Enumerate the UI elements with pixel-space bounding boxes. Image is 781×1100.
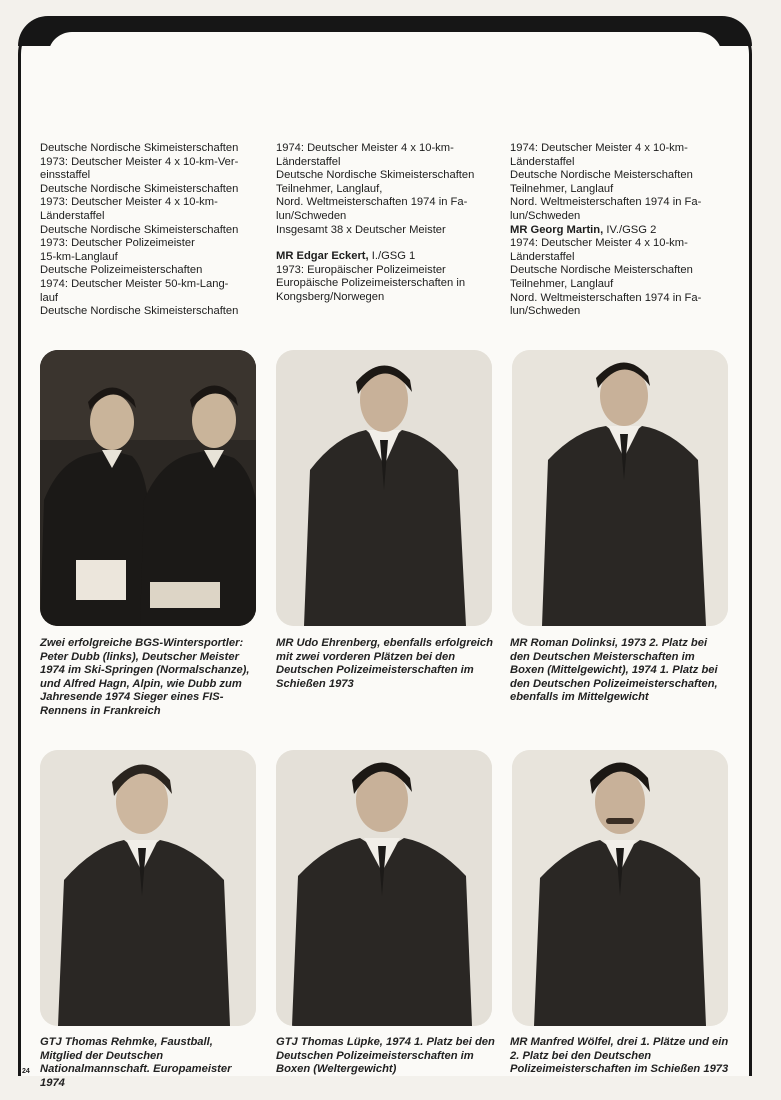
text-column-1 xyxy=(40,142,258,319)
photo-luepke xyxy=(276,750,492,1026)
unit-martin: IV./GSG 2 xyxy=(603,223,657,236)
column-3-line: Deutsche Nordische Meisterschaften xyxy=(510,169,693,182)
text-column-3 xyxy=(510,142,730,319)
profile-heading-eckert xyxy=(276,250,494,264)
column-3-line: Länderstaffel xyxy=(510,155,575,168)
photo-dubb-hagn xyxy=(40,350,256,626)
top-band xyxy=(18,16,752,46)
unit-eckert: I./GSG 1 xyxy=(368,250,416,263)
caption-woelfel: MR Manfred Wölfel, drei 1. Plätze und ein 2. Platz bei den Deutschen Polizeimeisterschaften im Schießen 1973 xyxy=(510,1036,729,1076)
column-1-line: 15-km-Langlauf xyxy=(40,250,118,263)
column-1-line: Deutsche Polizeimeisterschaften xyxy=(40,264,203,277)
name-martin: MR Georg Martin, xyxy=(510,223,604,236)
column-2-line: Insgesamt 38 x Deutscher Meister xyxy=(276,223,446,236)
martin-achievement-line: Nord. Weltmeisterschaften 1974 in Fa- xyxy=(510,291,702,304)
column-1-line: 1973: Deutscher Meister 4 x 10-km-Ver- xyxy=(40,155,239,168)
column-1-line: Deutsche Nordische Skimeisterschaften xyxy=(40,305,239,318)
column-1-line: Deutsche Nordische Skimeisterschaften xyxy=(40,182,239,195)
column-1-line: einsstaffel xyxy=(40,169,91,182)
martin-achievement-line: Deutsche Nordische Meisterschaften xyxy=(510,264,693,277)
column-2-line: Länderstaffel xyxy=(276,155,341,168)
martin-achievement-line: lun/Schweden xyxy=(510,305,581,318)
column-2-line: lun/Schweden xyxy=(276,209,347,222)
photo-ehrenberg xyxy=(276,350,492,626)
column-2-line: 1974: Deutscher Meister 4 x 10-km- xyxy=(276,142,454,154)
column-3-line: Nord. Weltmeisterschaften 1974 in Fa- xyxy=(510,196,702,209)
caption-dubb-hagn: Zwei erfolgreiche BGS-Wintersportler: Peter Dubb (links), Deutscher Meister 1974 im Ski-Springen (Normalschanze), und Alfred Hagn, Alpin, wie Dubb zum Jahresende 1974 Sieger eines FIS-Rennens in Frankreich xyxy=(40,637,250,717)
column-2-line: Nord. Weltmeisterschaften 1974 in Fa- xyxy=(276,196,468,209)
column-1-line: 1973: Deutscher Meister 4 x 10-km- xyxy=(40,196,218,209)
caption-rehmke: GTJ Thomas Rehmke, Faustball, Mitglied der Deutschen Nationalmannschaft. Europameister 1974 xyxy=(40,1036,232,1089)
column-2-line: Teilnehmer, Langlauf, xyxy=(276,182,383,195)
column-3-line: lun/Schweden xyxy=(510,209,581,222)
page-number: 24 xyxy=(22,1068,30,1075)
martin-achievement-line: Teilnehmer, Langlauf xyxy=(510,277,614,290)
martin-achievement-line: Länderstaffel xyxy=(510,250,575,263)
caption-ehrenberg: MR Udo Ehrenberg, ebenfalls erfolgreich mit zwei vorderen Plätzen bei den Deutschen Polizeimeisterschaften im Schießen 1973 xyxy=(276,637,493,690)
photo-dolinski xyxy=(512,350,728,626)
column-1-line: Deutsche Nordische Skimeisterschaften xyxy=(40,142,239,154)
column-3-line: Teilnehmer, Langlauf xyxy=(510,182,614,195)
column-1-line: 1973: Deutscher Polizeimeister xyxy=(40,237,195,250)
profile-heading-martin xyxy=(510,224,730,238)
eckert-achievement-line: Europäische Polizeimeisterschaften in xyxy=(276,277,466,290)
column-3-line: 1974: Deutscher Meister 4 x 10-km- xyxy=(510,142,688,154)
martin-achievement-line: 1974: Deutscher Meister 4 x 10-km- xyxy=(510,237,688,250)
caption-dolinski: MR Roman Dolinksi, 1973 2. Platz bei den Deutschen Meisterschaften im Boxen (Mittelgewicht), 1974 1. Platz bei den Deutschen Polizeimeisterschaften, ebenfalls im Mittelgewicht xyxy=(510,637,718,704)
eckert-achievement-line: 1973: Europäischer Polizeimeister xyxy=(276,263,446,276)
text-column-2 xyxy=(276,142,494,305)
name-eckert: MR Edgar Eckert, xyxy=(276,250,369,263)
column-1-line: Deutsche Nordische Skimeisterschaften xyxy=(40,223,239,236)
column-1-line: 1974: Deutscher Meister 50-km-Lang- xyxy=(40,277,229,290)
caption-luepke: GTJ Thomas Lüpke, 1974 1. Platz bei den Deutschen Polizeimeisterschaften im Boxen (Weltergewicht) xyxy=(276,1036,495,1076)
column-1-line: lauf xyxy=(40,291,59,304)
photo-woelfel xyxy=(512,750,728,1026)
column-2-line: Deutsche Nordische Skimeisterschaften xyxy=(276,169,475,182)
photo-rehmke xyxy=(40,750,256,1026)
eckert-achievement-line: Kongsberg/Norwegen xyxy=(276,290,385,303)
column-1-line: Länderstaffel xyxy=(40,209,105,222)
